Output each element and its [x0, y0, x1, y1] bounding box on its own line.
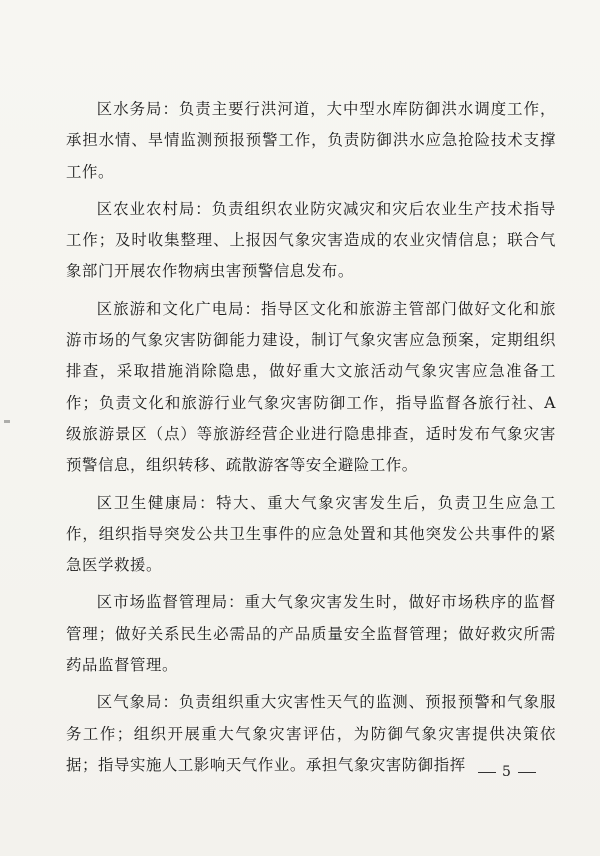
binding-edge-mark — [4, 420, 10, 423]
page-number-left-dash — [478, 772, 496, 773]
page-number — [472, 764, 542, 780]
document-body — [66, 94, 556, 787]
paragraph-agriculture-bureau: 区农业农村局：负责组织农业防灾减灾和灾后农业生产技术指导工作；及时收集整理、上报因气象灾害造成的农业灾情信息；联合气象部门开展农作物病虫害预警信息发布。 — [66, 199, 556, 281]
paragraph-tourism-culture-bureau: 区旅游和文化广电局：指导区文化和旅游主管部门做好文化和旅游市场的气象灾害防御能力建设，制订气象灾害应急预案，定期组织排查，采取措施消除隐患，做好重大文旅活动气象灾害应急准备工作；负责文化和旅游行业气象灾害防御工作，指导监督各旅行社、A级旅游景区（点）等旅游经营企业进行隐患排查，适时发布气象灾害预警信息，组织转移、疏散游客等安全避险工作。 — [66, 299, 556, 475]
page-number-value: 5 — [502, 764, 512, 780]
paragraph-water-bureau: 区水务局：负责主要行洪河道，大中型水库防御洪水调度工作，承担水情、旱情监测预报预警工作，负责防御洪水应急抢险技术支撑工作。 — [66, 100, 556, 181]
page-number-right-dash — [518, 772, 536, 773]
paragraph-meteorology-bureau: 区气象局：负责组织重大灾害性天气的监测、预报预警和气象服务工作；组织开展重大气象灾害评估，为防御气象灾害提供决策依据；指导实施人工影响天气作业。承担气象灾害防御指挥 — [66, 693, 556, 774]
paragraph-market-supervision-bureau: 区市场监督管理局：重大气象灾害发生时，做好市场秩序的监督管理；做好关系民生必需品的产品质量安全监督管理；做好救灾所需药品监督管理。 — [66, 593, 556, 675]
paragraph-health-bureau: 区卫生健康局：特大、重大气象灾害发生后，负责卫生应急工作，组织指导突发公共卫生事件的应急处置和其他突发公共事件的紧急医学救援。 — [66, 493, 556, 575]
